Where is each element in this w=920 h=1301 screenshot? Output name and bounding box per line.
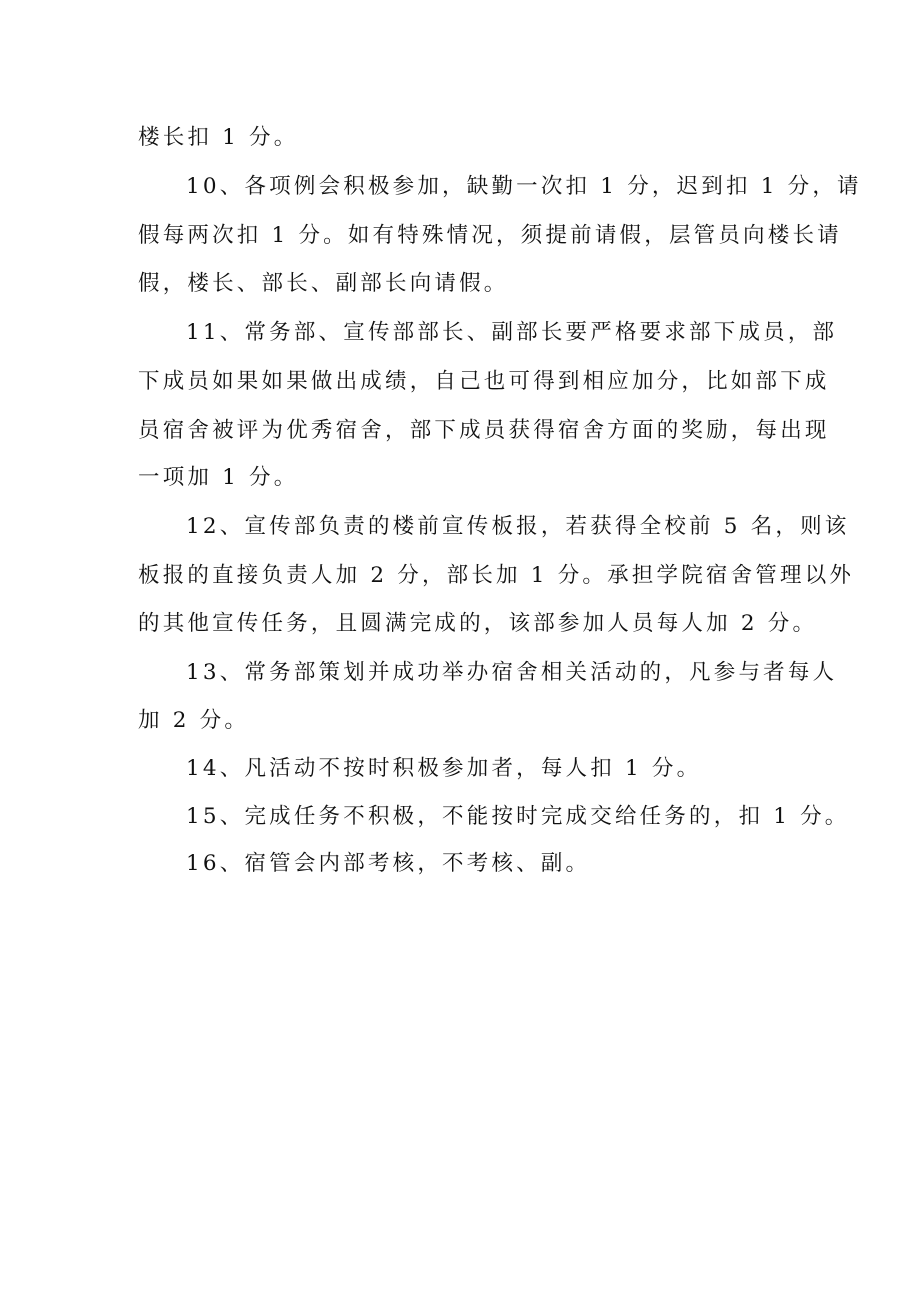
text-line: 一项加 1 分。 [138, 465, 299, 490]
text-line: 的其他宣传任务，且圆满完成的，该部参加人员每人加 2 分。 [138, 611, 818, 636]
rule-15-line: 15、完成任务不积极，不能按时完成交给任务的，扣 1 分。 [186, 804, 850, 829]
text-line: 下成员如果如果做出成绩，自己也可得到相应加分，比如部下成 [138, 369, 830, 394]
rule-16-line: 16、宿管会内部考核，不考核、副。 [186, 851, 591, 876]
text-line: 加 2 分。 [138, 708, 250, 733]
text-line: 员宿舍被评为优秀宿舍，部下成员获得宿舍方面的奖励，每出现 [138, 418, 830, 443]
rule-12-line: 12、宣传部负责的楼前宣传板报，若获得全校前 5 名，则该 [186, 514, 850, 539]
text-line: 假，楼长、部长、副部长向请假。 [138, 271, 509, 296]
text-line: 板报的直接负责人加 2 分，部长加 1 分。承担学院宿舍管理以外 [138, 563, 855, 588]
text-line: 假每两次扣 1 分。如有特殊情况，须提前请假，层管员向楼长请 [138, 223, 842, 248]
rule-14-line: 14、凡活动不按时积极参加者，每人扣 1 分。 [186, 756, 702, 781]
text-line: 楼长扣 1 分。 [138, 125, 299, 150]
rule-13-line: 13、常务部策划并成功举办宿舍相关活动的，凡参与者每人 [186, 660, 838, 685]
rule-11-line: 11、常务部、宣传部部长、副部长要严格要求部下成员，部 [186, 320, 838, 345]
rule-10-line: 10、各项例会积极参加，缺勤一次扣 1 分，迟到扣 1 分，请 [186, 174, 862, 199]
